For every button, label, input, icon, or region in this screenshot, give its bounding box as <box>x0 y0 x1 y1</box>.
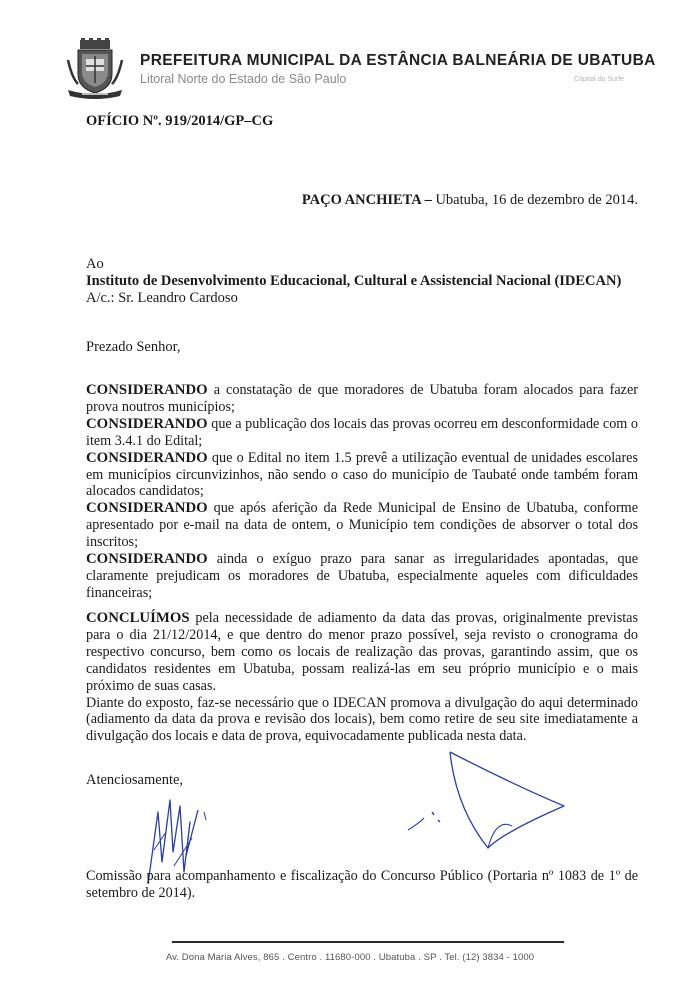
conclusion-text: pela necessidade de adiamento da data das provas, originalmente previstas para o dia 21/12/2014, e que dentro do menor prazo possível, seja revisto o cronograma do respectivo concurso, bem como os locais de realização das provas, garantindo assim, que os candidatos residentes em Ubatuba, possam realizá-las em seu próprio município e o mais próximo de suas casas. <box>86 610 638 694</box>
considerando-text: a constatação de que moradores de Ubatuba foram alocados para fazer prova noutros municípios; <box>86 382 638 415</box>
considerando-text: ainda o exíguo prazo para sanar as irregularidades apontadas, que claramente prejudicam os moradores de Ubatuba, especialmente aqueles com dificuldades financeiras; <box>86 551 638 601</box>
letterhead-subtitle: Litoral Norte do Estado de São Paulo <box>140 72 347 86</box>
considerando-paragraph <box>86 551 638 602</box>
recipient-institution: Instituto de Desenvolvimento Educacional, Cultural e Assistencial Nacional (IDECAN) <box>86 273 622 289</box>
letterhead-capital-tag: Capital do Surfe <box>574 76 625 83</box>
commission-signature-line: Comissão para acompanhamento e fiscalização do Concurso Público (Portaria nº 1083 de 1º de setembro de 2014). <box>86 868 638 901</box>
recipient-to: Ao <box>86 256 104 272</box>
footer-address: Av. Dona Maria Alves, 865 . Centro . 11680-000 . Ubatuba . SP . Tel. (12) 3834 - 1000 <box>165 952 535 963</box>
considerando-paragraph <box>86 450 638 501</box>
dateline-place: PAÇO ANCHIETA – <box>301 192 432 208</box>
footer-divider <box>172 941 564 943</box>
conclusion-paragraph <box>86 610 638 695</box>
considerando-keyword: CONSIDERANDO <box>86 382 208 398</box>
considerando-keyword: CONSIDERANDO <box>86 415 208 432</box>
considerando-keyword: CONSIDERANDO <box>86 500 208 517</box>
conclusion-block <box>86 610 638 745</box>
considerando-paragraph <box>86 382 638 416</box>
considerando-keyword: CONSIDERANDO <box>86 449 208 466</box>
dateline <box>302 192 638 209</box>
dateline-date: Ubatuba, 16 de dezembro de 2014. <box>431 192 638 208</box>
closing: Atenciosamente, <box>86 772 184 788</box>
considerando-text: que o Edital no item 1.5 prevê a utilização eventual de unidades escolares em municípios circunvizinhos, não sendo o caso do município de Taubaté onde também foram alocados candidatos; <box>86 449 638 500</box>
determination-paragraph: Diante do exposto, faz-se necessário que o IDECAN promova a divulgação do aqui determinado (adiamento da data da prova e revisão dos locais), bem como retire de seu site imediatamente a divulgação dos locais e data de prova, equivocadamente publicada nesta data. <box>86 694 638 745</box>
considerando-paragraph <box>86 500 638 551</box>
oficio-reference: OFÍCIO Nº. 919/2014/GP–CG <box>86 113 274 129</box>
considerando-text: que a publicação dos locais das provas ocorreu em desconformidade com o item 3.4.1 do Edital; <box>86 415 638 449</box>
considerando-paragraph <box>86 416 638 450</box>
municipal-coat-of-arms-icon <box>64 38 126 100</box>
greeting: Prezado Senhor, <box>86 339 181 355</box>
conclusion-keyword: CONCLUÍMOS <box>86 610 190 626</box>
letterhead-title: PREFEITURA MUNICIPAL DA ESTÂNCIA BALNEÁRIA DE UBATUBA <box>140 52 656 69</box>
recipient-attention: A/c.: Sr. Leandro Cardoso <box>86 290 238 306</box>
considerando-text: que após aferição da Rede Municipal de Ensino de Ubatuba, conforme apresentado por e-mail na data de ontem, o Município tem condições de absorver o total dos inscritos; <box>86 500 638 551</box>
considerandos-block <box>86 382 638 602</box>
considerando-keyword: CONSIDERANDO <box>86 551 208 568</box>
signature-right-icon <box>392 748 572 858</box>
